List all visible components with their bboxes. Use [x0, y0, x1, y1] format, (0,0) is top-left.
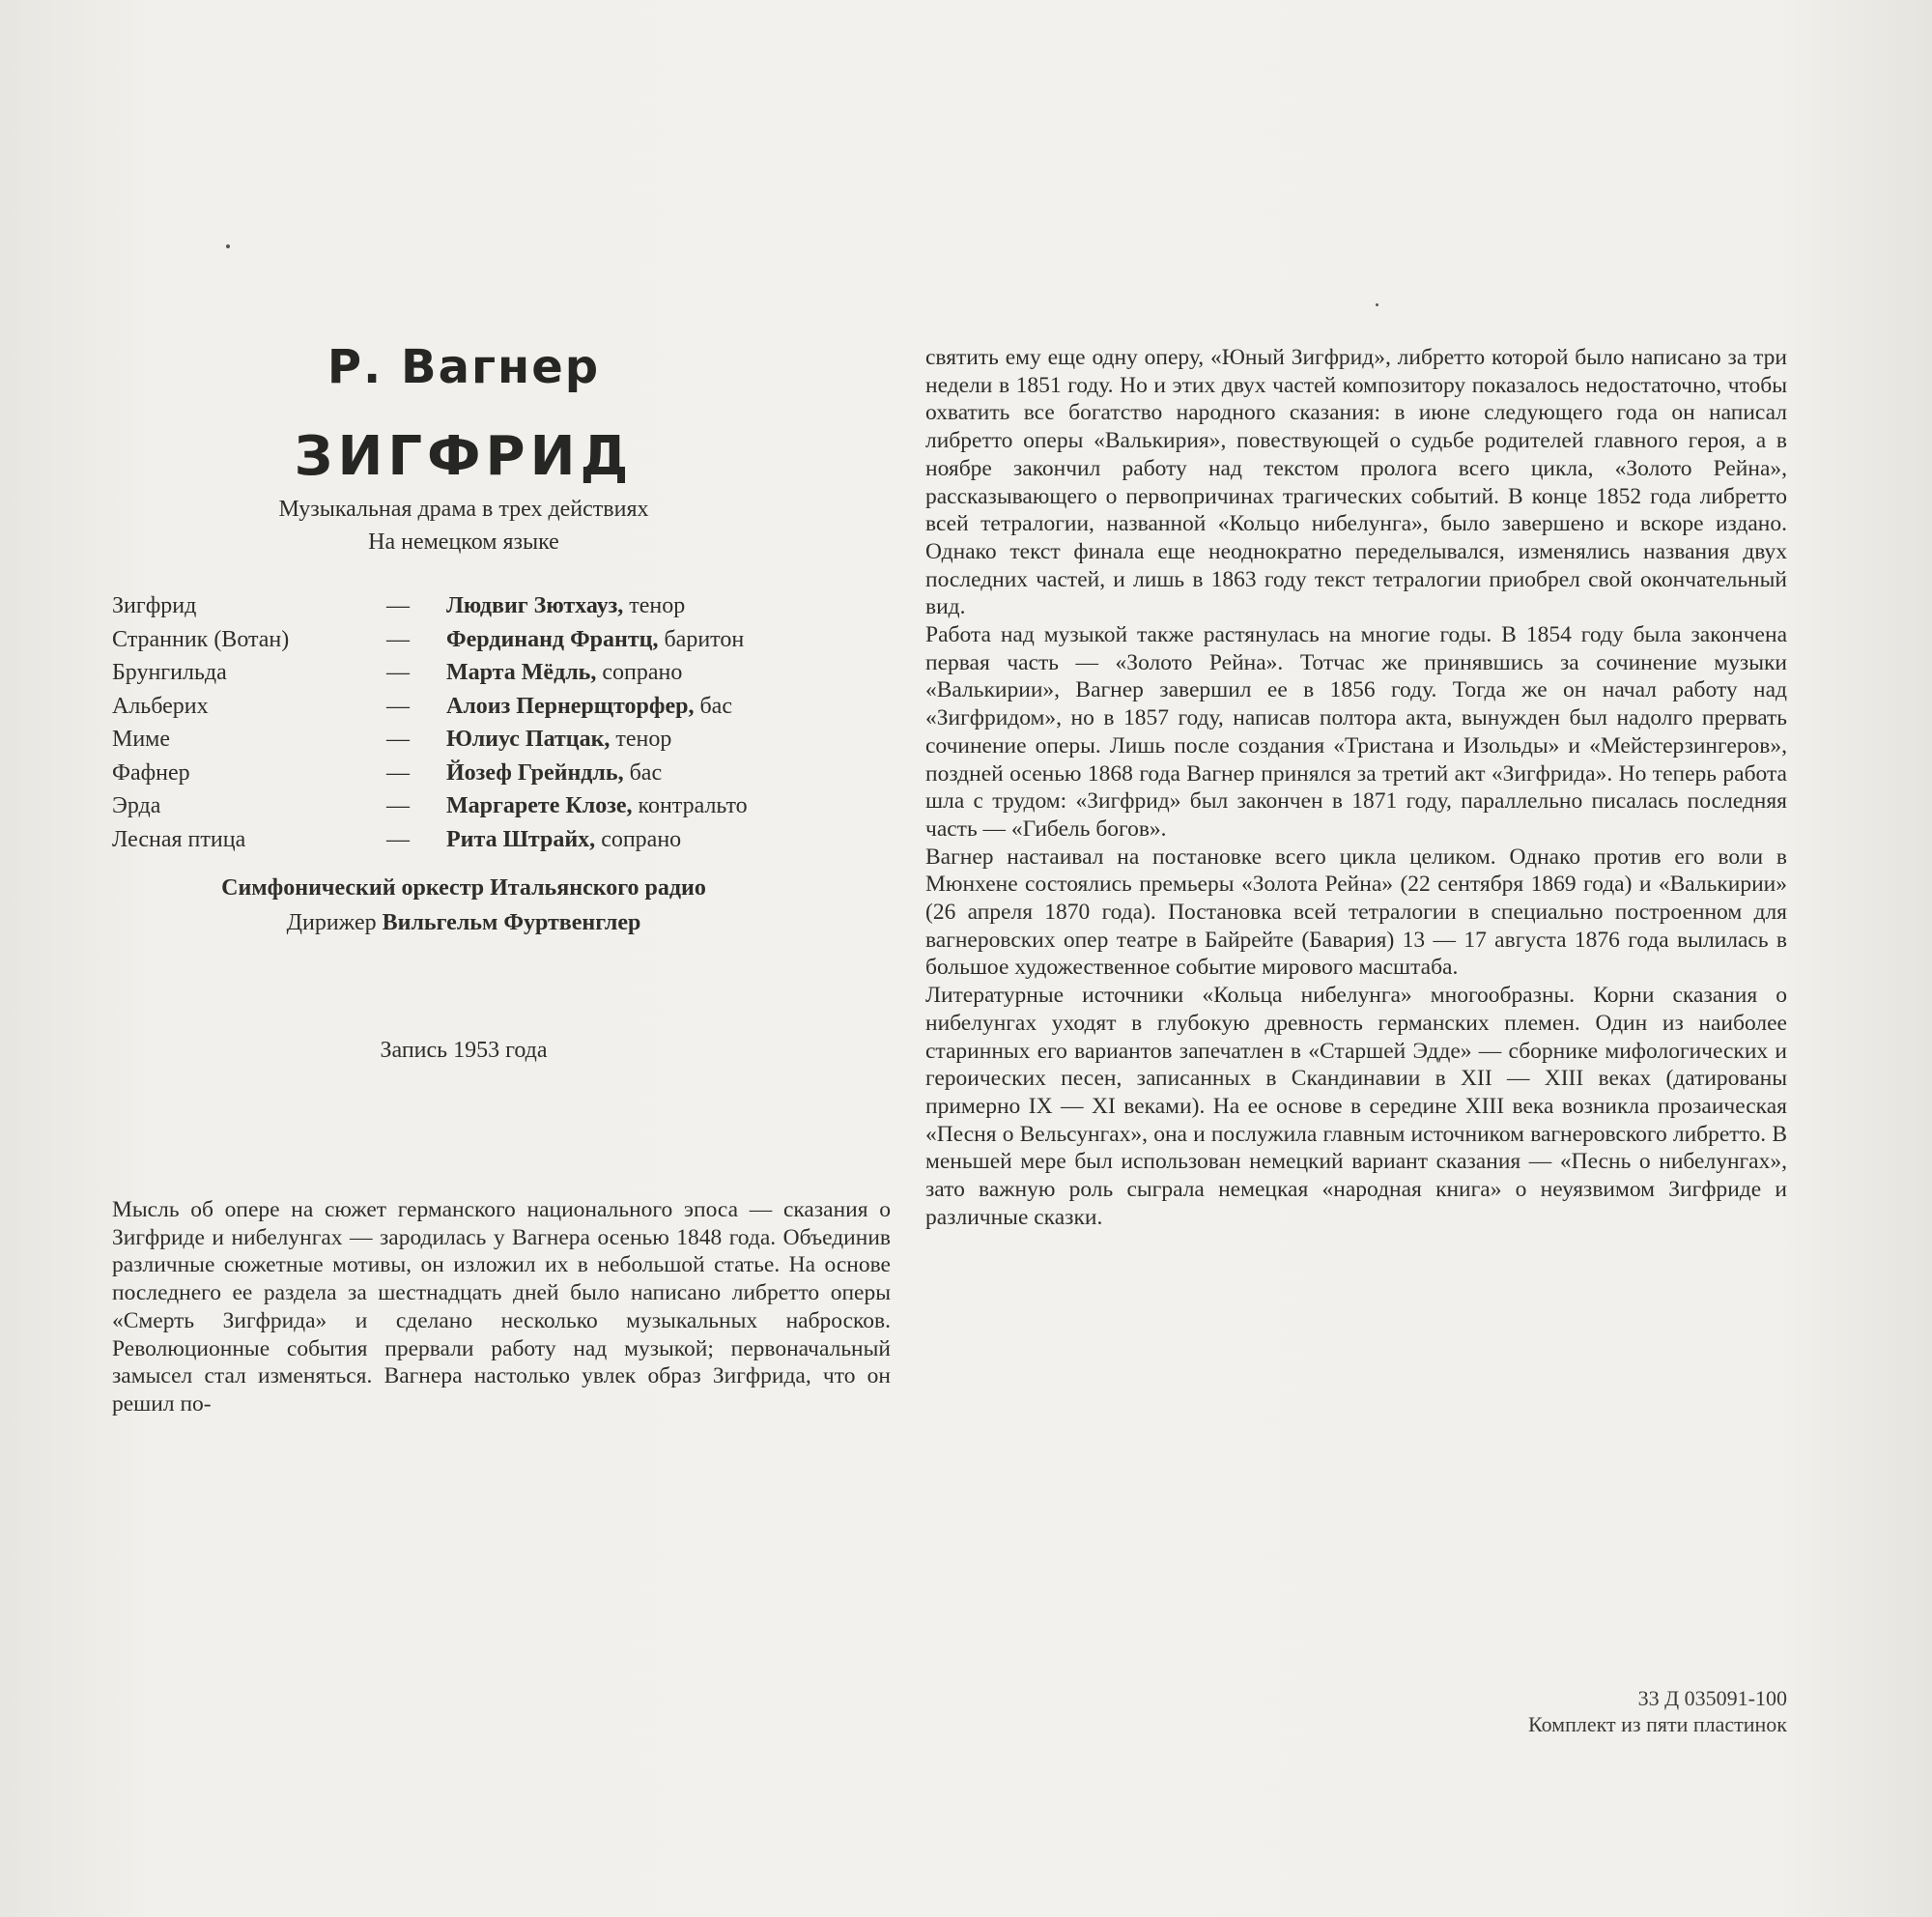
- paper-speck: [1376, 303, 1378, 306]
- paragraph: святить ему еще одну оперу, «Юный Зигфрид», либретто которой было написано за три недели в 1851 году. Но и этих двух частей композитору показалось недостаточно, чтобы охватить все богатство народного сказания: в июне следующего года он написал либретто оперы «Валькирия», повествующей о судьбе родителей главного героя, а в ноябре закончил работу над текстом пролога всего цикла, «Золото Рейна», рассказывающего о первопричинах трагических событий. В конце 1852 года либретто всей тетралогии, названной «Кольцо нибелунга», было завершено и вскоре издано. Однако текст финала еще неоднократно переделывался, изменялись названия двух последних частей, и лишь в 1863 году текст тетралогии приобрел свой окончательный вид.: [925, 345, 1787, 620]
- cast-singer: Маргарете Клозе,: [446, 793, 633, 818]
- paragraph: Работа над музыкой также растянулась на многие годы. В 1854 году была закончена первая часть — «Золото Рейна». Тотчас же принявшись за сочинение музыки «Валькирии», Вагнер завершил ее в 1856 году. Тогда же он начал работу над «Зигфридом», но в 1857 году, написав полтора акта, вынужден был надолго прервать сочинение оперы. Лишь после создания «Тристана и Изольды» и «Мейстерзингеров», поздней осенью 1868 года Вагнер принялся за третий акт «Зигфрида». Но теперь работа шла с трудом: «Зигфрид» был закончен в 1871 году, параллельно писалась последняя часть — «Гибель богов».: [925, 622, 1787, 842]
- opera-title: ЗИГФРИД: [294, 425, 634, 488]
- cast-voice: контральто: [638, 793, 748, 818]
- cast-dash: —: [386, 593, 410, 618]
- cast-row: [112, 694, 846, 728]
- opera-subtitle: Музыкальная драма в трех действиях: [278, 497, 649, 522]
- paragraph: Мысль об опере на сюжет германского национального эпоса — сказания о Зигфриде и нибелунгах — зародилась у Вагнера осенью 1848 года. Объединив различные сюжетные мотивы, он изложил их в небольшой статье. На основе последнего ее раздела за шестнадцать дней было написано либретто оперы «Смерть Зигфрида» и сделано несколько музыкальных набросков. Революционные события прервали работу над музыкой; первоначальный замысел стал изменяться. Вагнера настолько увлек образ Зигфрида, что он решил по-: [112, 1197, 891, 1416]
- cast-role: Фафнер: [112, 759, 190, 786]
- cast-singer: Юлиус Патцак,: [446, 727, 611, 752]
- paper-speck: [226, 244, 230, 248]
- cast-dash: —: [386, 826, 410, 852]
- cast-dash: —: [386, 727, 410, 752]
- cast-singer: Фердинанд Франтц,: [446, 626, 659, 652]
- language-note: На немецком языке: [368, 529, 559, 555]
- cast-voice: баритон: [664, 626, 745, 652]
- cast-singer: Рита Штрайх,: [446, 826, 596, 852]
- cast-singer: Марта Мёдль,: [446, 660, 597, 685]
- cast-row: [112, 593, 846, 627]
- cast-role: Странник (Вотан): [112, 626, 290, 652]
- composer-title: Р. Вагнер: [327, 340, 601, 394]
- cast-singer: Йозеф Грейндль,: [446, 759, 624, 786]
- cast-role: Лесная птица: [112, 826, 246, 852]
- cast-row: [112, 793, 846, 827]
- cast-dash: —: [386, 626, 410, 652]
- cast-singer: Алоиз Пернерщторфер,: [446, 693, 695, 719]
- cast-list: [112, 593, 846, 860]
- conductor-name: Вильгельм Фуртвенглер: [382, 910, 641, 935]
- cast-row: [112, 727, 846, 760]
- cast-dash: —: [386, 693, 410, 719]
- conductor-credit: [155, 910, 773, 936]
- orchestra-credit: Симфонический оркестр Итальянского радио: [221, 875, 706, 901]
- recording-year: Запись 1953 года: [380, 1038, 548, 1063]
- cast-singer: Людвиг Зютхауз,: [446, 593, 624, 618]
- set-description: Комплект из пяти пластинок: [1528, 1712, 1787, 1736]
- catalog-number: 33 Д 035091-100: [1637, 1686, 1787, 1710]
- paragraph: Литературные источники «Кольца нибелунга» многообразны. Корни сказания о нибелунгах уходят в глубокую древность германских племен. Один из наиболее старинных его вариантов запечатлен в «Старшей Эдде» — сборнике мифологических и героических песен, записанных в Скандинавии в XII — XIII веках (датированы примерно IX — XI веками). На ее основе в середине XIII века возникла прозаическая «Песня о Вельсунгах», она и послужила главным источником вагнеровского либретто. В меньшей мере был использован немецкий вариант сказания — «Песнь о нибелунгах», зато важную роль сыграла немецкая «народная книга» о неуязвимом Зигфриде и различные сказки.: [925, 983, 1787, 1230]
- cast-dash: —: [386, 793, 410, 818]
- cast-role: Зигфрид: [112, 593, 197, 618]
- cast-voice: тенор: [615, 727, 672, 752]
- cast-row: [112, 760, 846, 794]
- cast-voice: тенор: [629, 593, 686, 618]
- cast-role: Альберих: [112, 693, 209, 719]
- cast-voice: бас: [629, 759, 663, 786]
- cast-voice: бас: [699, 693, 732, 719]
- cast-voice: сопрано: [601, 826, 682, 852]
- cast-role: Брунгильда: [112, 660, 227, 685]
- cast-row: [112, 827, 846, 861]
- catalog-info: [1528, 1685, 1787, 1737]
- conductor-label: Дирижер: [286, 910, 377, 935]
- cast-row: [112, 660, 846, 694]
- cast-dash: —: [386, 660, 410, 685]
- cast-row: [112, 627, 846, 661]
- history-text-right: [925, 344, 1787, 1232]
- cast-role: Миме: [112, 727, 171, 752]
- cast-voice: сопрано: [602, 660, 683, 685]
- cast-role: Эрда: [112, 793, 161, 818]
- history-text-left: [112, 1196, 891, 1418]
- cast-dash: —: [386, 759, 410, 786]
- paragraph: Вагнер настаивал на постановке всего цикла целиком. Однако против его воли в Мюнхене состоялись премьеры «Золота Рейна» (22 сентября 1869 года) и «Валькирии» (26 апреля 1870 года). Постановка всей тетралогии в специально построенном для вагнеровских опер театре в Байрейте (Бавария) 13 — 17 августа 1876 года вылилась в большое художественное событие мирового масштаба.: [925, 844, 1787, 981]
